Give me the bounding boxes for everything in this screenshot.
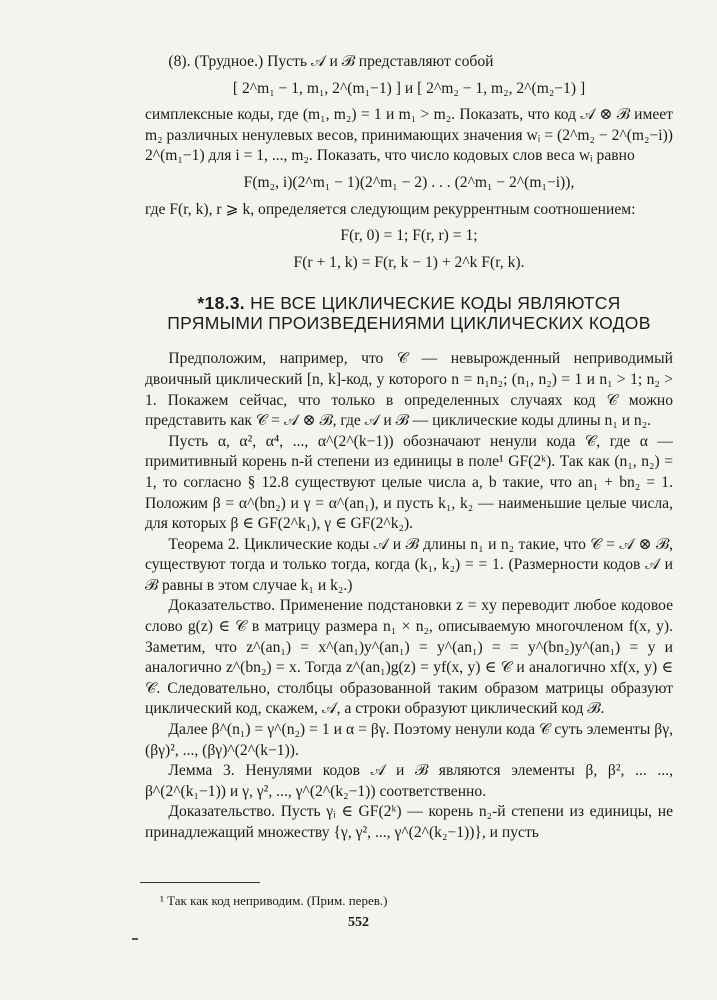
section-title-line1: НЕ ВСЕ ЦИКЛИЧЕСКИЕ КОДЫ ЯВЛЯЮТСЯ (250, 293, 621, 314)
lemma-3: Лемма 3. Ненулями кодов 𝒜 и ℬ являются элементы β, β², ... ..., β^(2^(k₁−1)) и γ, γ², ..., γ^(2^(k₂−1)) соответственно. (145, 762, 673, 800)
print-mark (132, 938, 138, 940)
section-title-line2: ПРЯМЫМИ ПРОИЗВЕДЕНИЯМИ ЦИКЛИЧЕСКИХ КОДОВ (167, 313, 651, 334)
paragraph-5: Далее β^(n₁) = γ^(n₂) = 1 и α = βγ. Поэтому ненули кода 𝒞 суть элементы βγ, (βγ)², ..., (βγ)^(2^(k−1)). (145, 721, 673, 759)
section-number: *18.3. (197, 293, 245, 314)
count-formula: F(m₂, i)(2^m₁ − 1)(2^m₁ − 2) . . . (2^m₁ − 2^(m₁−i)), (243, 173, 575, 191)
problem-recurrence-intro: где F(r, k), r ⩾ k, определяется следующим рекуррентным соотношением: (145, 200, 636, 218)
recurrence-base: F(r, 0) = 1; F(r, r) = 1; (340, 227, 478, 245)
problem-text: симплексные коды, где (m₁, m₂) = 1 и m₁ > m₂. Показать, что код 𝒜 ⊗ ℬ имеет m₂ различных ненулевых весов, принимающих значения wᵢ = (2^m₂ − 2^(m₂−i)) 2^(m₁−1) для i = 1, ..., m₂. Показать, что число кодовых слов веса wᵢ равно (145, 106, 673, 165)
footnote: ¹ Так как код неприводим. (Прим. перев.) (160, 893, 388, 908)
theorem-2: Теорема 2. Циклические коды 𝒜 и ℬ длины n₁ и n₂ такие, что 𝒞 = 𝒜 ⊗ ℬ, существуют тогда и только тогда, когда (k₁, k₂) = = 1. (Размерности кодов 𝒜 и ℬ равны в этом случае k₁ и k₂.) (145, 535, 673, 594)
problem-block (145, 52, 673, 844)
proof-1: Доказательство. Применение подстановки z = xy переводит любое кодовое слово g(z) ∈ 𝒞 в матрицу размера n₁ × n₂, описываемую многочленом f(x, y). Заметим, что z^(an₁) = x^(an₁)y^(an₁) = y^(an₁) = = y^(bn₂)y^(an₁) = y и аналогично z^(bn₂) = x. Тогда z^(an₁)g(z) = yf(x, y) ∈ 𝒞 и аналогично xf(x, y) ∈ 𝒞. Следовательно, столбцы образованной таким образом матрицы образуют циклический код, скажем, 𝒜, а строки образуют циклический код ℬ. (145, 597, 673, 718)
section-heading (145, 293, 673, 333)
page-number: 552 (348, 915, 369, 930)
problem-line1: (8). (Трудное.) Пусть 𝒜 и ℬ представляют собой (168, 53, 494, 70)
paragraph-2: Пусть α, α², α⁴, ..., α^(2^(k−1)) обозначают ненули кода 𝒞, где α — примитивный корень n-й степени из единицы в поле¹ GF(2ᵏ). Так как (n₁, n₂) = 1, то согласно § 12.8 существуют целые числа a, b такие, что an₁ + bn₂ = 1. Положим β = α^(bn₂) и γ = α^(an₁), и пусть k₁, k₂ — наименьшие целые числа, для которых β ∈ GF(2^k₁), γ ∈ GF(2^k₂). (145, 432, 673, 533)
paragraph-1: Предположим, например, что 𝒞 — невырожденный неприводимый двоичный циклический [n, k]-код, у которого n = n₁n₂; (n₁, n₂) = 1 и n₁ > 1; n₂ > 1. Покажем сейчас, что только в определенных случаях код 𝒞 можно представить как 𝒞 = 𝒜 ⊗ ℬ, где 𝒜 и ℬ — циклические коды длины n₁ и n₂. (145, 350, 673, 430)
simplex-codes-formula: [ 2^m₁ − 1, m₁, 2^(m₁−1) ] и [ 2^m₂ − 1, m₂, 2^(m₂−1) ] (232, 79, 586, 97)
recurrence-step: F(r + 1, k) = F(r, k − 1) + 2^k F(r, k). (293, 253, 525, 271)
proof-2: Доказательство. Пусть γᵢ ∈ GF(2ᵏ) — корень n₂-й степени из единицы, не принадлежащий множеству {γ, γ², ..., γ^(2^(k₂−1))}, и пусть (145, 803, 673, 841)
footnote-divider (140, 882, 260, 883)
